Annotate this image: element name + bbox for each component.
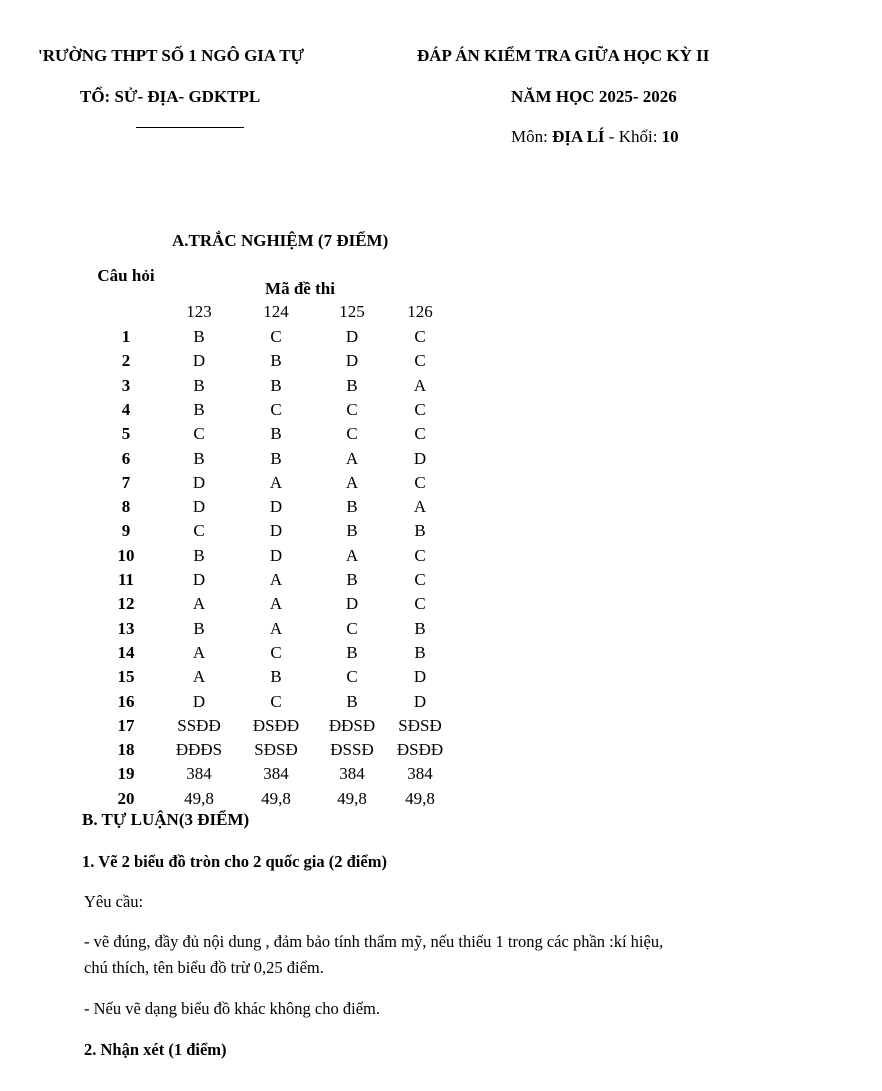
exam-code-header: 124 xyxy=(263,302,289,321)
answer-cell: C xyxy=(414,594,426,614)
answer-cell: D xyxy=(413,691,427,711)
answer-cell: D xyxy=(345,594,359,614)
answer-cell: 49,8 xyxy=(261,788,291,808)
answer-cell: A xyxy=(192,667,206,687)
answer-cell: C xyxy=(270,327,282,346)
question-number: 3 xyxy=(121,375,131,395)
exam-code-header: 125 xyxy=(339,302,365,321)
answer-cell: D xyxy=(413,667,427,687)
answer-cell: C xyxy=(414,351,426,371)
answer-cell: C xyxy=(414,570,426,589)
exam-code-header: 123 xyxy=(186,302,212,321)
answer-cell: B xyxy=(346,570,358,589)
answer-cell: D xyxy=(269,545,283,565)
answer-cell: C xyxy=(193,424,205,444)
answer-cell: B xyxy=(414,642,426,662)
answer-cell: C xyxy=(193,521,205,541)
question-number: 14 xyxy=(117,642,135,662)
answer-cell: B xyxy=(270,448,282,468)
header-exam-codes: Mã đề thi xyxy=(265,279,335,298)
answer-cell: A xyxy=(413,375,427,395)
question-number: 10 xyxy=(117,545,135,565)
answer-cell: A xyxy=(345,472,359,492)
answer-cell: B xyxy=(270,351,282,371)
header-divider xyxy=(136,127,244,128)
answer-cell: B xyxy=(346,521,358,541)
answer-cell: D xyxy=(413,448,427,468)
answer-cell: B xyxy=(193,448,205,468)
school-name: 'RƯỜNG THPT SỐ 1 NGÔ GIA TỰ xyxy=(38,46,305,65)
answer-cell: ĐSĐĐ xyxy=(252,715,300,735)
answer-cell: 49,8 xyxy=(184,788,214,808)
answer-cell: B xyxy=(414,521,426,541)
answer-cell: D xyxy=(192,472,206,492)
requirement-1-line-1: - vẽ đúng, đầy đủ nội dung , đảm bảo tính thẩm mỹ, nếu thiếu 1 trong các phần :kí hiệu, xyxy=(84,932,664,951)
document-title: ĐÁP ÁN KIỂM TRA GIỮA HỌC KỲ II xyxy=(417,46,710,65)
answer-cell: D xyxy=(345,327,359,346)
question-number: 4 xyxy=(121,399,131,419)
answer-cell: D xyxy=(345,351,359,371)
answer-cell: B xyxy=(270,424,282,444)
answer-cell: B xyxy=(346,642,358,662)
answer-cell: D xyxy=(192,691,206,711)
answer-cell: C xyxy=(414,399,426,419)
section-b-title: B. TỰ LUẬN(3 ĐIỂM) xyxy=(82,810,250,829)
question-number: 15 xyxy=(117,667,135,687)
answer-cell: B xyxy=(346,497,358,517)
question-number: 1 xyxy=(121,327,131,346)
answer-cell: A xyxy=(413,497,427,517)
subject-prefix: Môn: xyxy=(511,127,553,146)
answer-cell: C xyxy=(414,327,426,346)
answer-cell: C xyxy=(346,618,358,638)
question-number: 16 xyxy=(117,691,135,711)
answer-cell: D xyxy=(192,351,206,371)
section-a-title: A.TRẮC NGHIỆM (7 ĐIỂM) xyxy=(172,231,389,250)
answer-cell: B xyxy=(193,399,205,419)
answer-cell: D xyxy=(269,497,283,517)
answer-cell: SSĐĐ xyxy=(177,715,221,735)
part-2-title: 2. Nhận xét (1 điểm) xyxy=(84,1040,227,1059)
answer-cell: 49,8 xyxy=(405,788,435,808)
answer-cell: B xyxy=(346,691,358,711)
answer-cell: B xyxy=(193,618,205,638)
answer-cell: A xyxy=(269,594,283,614)
answer-cell: 384 xyxy=(339,764,365,784)
question-number: 12 xyxy=(117,594,135,614)
part-1-title: 1. Vẽ 2 biểu đồ tròn cho 2 quốc gia (2 điểm) xyxy=(82,852,387,871)
answer-cell: SĐSĐ xyxy=(254,740,298,760)
header-question: Câu hỏi xyxy=(97,266,155,285)
answer-cell: B xyxy=(270,667,282,687)
answer-cell: A xyxy=(192,594,206,614)
school-year: NĂM HỌC 2025- 2026 xyxy=(511,87,677,106)
answer-cell: 384 xyxy=(407,764,433,784)
answer-cell: A xyxy=(269,472,283,492)
answer-cell: C xyxy=(414,545,426,565)
answer-cell: ĐSĐĐ xyxy=(396,740,444,760)
answer-cell: C xyxy=(414,472,426,492)
answer-cell: ĐSSĐ xyxy=(330,740,374,760)
requirement-1-line-2: chú thích, tên biểu đồ trừ 0,25 điểm. xyxy=(84,958,324,977)
subject-name: ĐỊA LÍ xyxy=(552,127,605,146)
answer-cell: B xyxy=(193,327,205,346)
answer-cell: C xyxy=(346,667,358,687)
grade-prefix: - Khối: xyxy=(604,127,662,146)
answer-cell: C xyxy=(270,642,282,662)
question-number: 7 xyxy=(121,472,131,492)
question-number: 2 xyxy=(121,351,131,371)
answer-cell: B xyxy=(346,375,358,395)
subject-line xyxy=(511,127,679,147)
requirement-2: - Nếu vẽ dạng biểu đồ khác không cho điểm. xyxy=(84,999,381,1018)
answer-cell: SĐSĐ xyxy=(398,715,442,735)
question-number: 17 xyxy=(117,715,135,735)
answer-cell: ĐĐĐS xyxy=(175,740,223,760)
question-number: 20 xyxy=(117,788,135,808)
question-number: 6 xyxy=(121,448,131,468)
question-number: 13 xyxy=(117,618,135,638)
answer-cell: B xyxy=(270,375,282,395)
answer-cell: D xyxy=(192,497,206,517)
answer-cell: B xyxy=(414,618,426,638)
exam-code-header: 126 xyxy=(407,302,433,321)
answer-cell: 49,8 xyxy=(337,788,367,808)
grade-value: 10 xyxy=(661,127,679,146)
requirement-label: Yêu cầu: xyxy=(84,892,144,911)
answer-cell: C xyxy=(270,691,282,711)
answer-cell: 384 xyxy=(186,764,212,784)
answer-cell: B xyxy=(193,545,205,565)
department-name: TỔ: SỬ- ĐỊA- GDKTPL xyxy=(80,87,261,106)
question-number: 11 xyxy=(117,570,135,589)
answer-cell: ĐĐSĐ xyxy=(328,715,376,735)
question-number: 19 xyxy=(117,764,135,784)
answer-cell: A xyxy=(269,570,283,589)
answer-cell: A xyxy=(192,642,206,662)
answer-cell: A xyxy=(345,545,359,565)
question-number: 8 xyxy=(121,497,131,517)
answer-cell: C xyxy=(346,424,358,444)
answer-cell: A xyxy=(345,448,359,468)
answer-cell: B xyxy=(193,375,205,395)
answer-cell: C xyxy=(414,424,426,444)
answer-cell: C xyxy=(270,399,282,419)
question-number: 18 xyxy=(117,740,135,760)
answer-cell: A xyxy=(269,618,283,638)
answer-cell: C xyxy=(346,399,358,419)
answer-cell: D xyxy=(269,521,283,541)
answer-cell: 384 xyxy=(263,764,289,784)
answer-cell: D xyxy=(192,570,206,589)
question-number: 9 xyxy=(121,521,131,541)
question-number: 5 xyxy=(121,424,131,444)
